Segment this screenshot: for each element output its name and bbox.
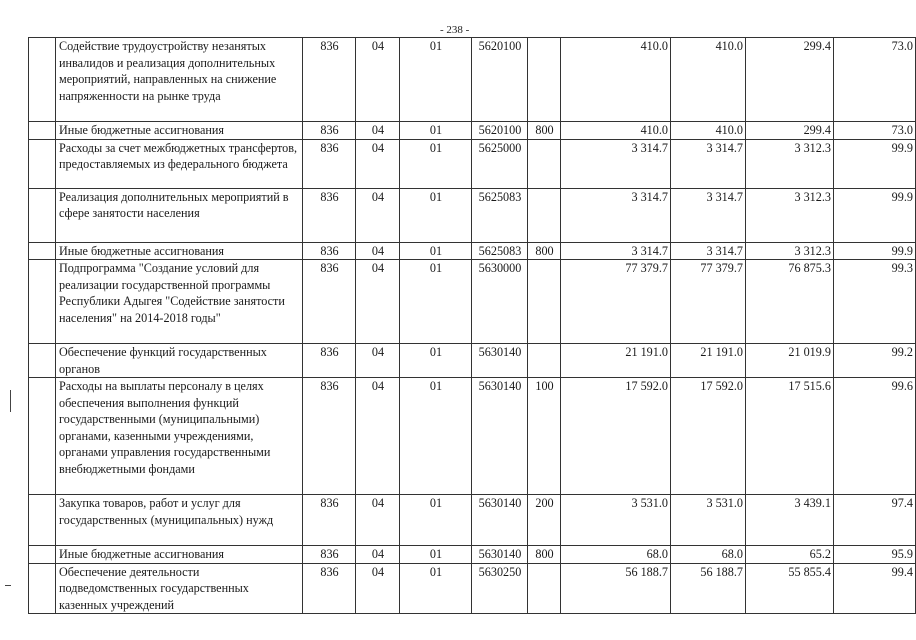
table-row	[29, 122, 916, 140]
value-3: 21 019.9	[746, 344, 834, 378]
dept-code: 836	[303, 242, 356, 260]
row-name: Обеспечение функций государственных органов	[56, 344, 303, 378]
value-1: 3 314.7	[561, 188, 671, 242]
value-1: 410.0	[561, 38, 671, 122]
subsection-code: 01	[400, 378, 472, 495]
value-3: 55 855.4	[746, 563, 834, 614]
percent: 99.9	[834, 242, 916, 260]
section-code: 04	[356, 242, 400, 260]
page-number: - 238 -	[440, 24, 470, 36]
dept-code: 836	[303, 495, 356, 546]
row-name: Содействие трудоустройству незанятых инвалидов и реализация дополнительных мероприятий, направленных на снижение напряженности на рынке труда	[56, 38, 303, 122]
value-1: 17 592.0	[561, 378, 671, 495]
row-name: Подпрограмма "Создание условий для реализации государственной программы Республики Адыгея "Содействие занятости населения" на 2014-2018 годы"	[56, 260, 303, 344]
row-name: Иные бюджетные ассигнования	[56, 242, 303, 260]
budget-table	[28, 37, 916, 614]
table-row	[29, 563, 916, 614]
subsection-code: 01	[400, 495, 472, 546]
table-row	[29, 38, 916, 122]
expense-type-code	[528, 260, 561, 344]
value-3: 3 312.3	[746, 139, 834, 188]
row-name: Иные бюджетные ассигнования	[56, 546, 303, 564]
blank-cell	[29, 188, 56, 242]
expense-type-code	[528, 188, 561, 242]
blank-cell	[29, 242, 56, 260]
subsection-code: 01	[400, 344, 472, 378]
row-name: Расходы на выплаты персоналу в целях обеспечения выполнения функций государственными (муниципальными) органами, казенными учреждениями, органами управления государственными внебюджетными фондами	[56, 378, 303, 495]
subsection-code: 01	[400, 122, 472, 140]
value-2: 56 188.7	[671, 563, 746, 614]
target-article-code: 5625083	[472, 188, 528, 242]
expense-type-code	[528, 139, 561, 188]
section-code: 04	[356, 122, 400, 140]
value-2: 21 191.0	[671, 344, 746, 378]
value-3: 76 875.3	[746, 260, 834, 344]
percent: 73.0	[834, 38, 916, 122]
dept-code: 836	[303, 563, 356, 614]
value-1: 3 314.7	[561, 242, 671, 260]
value-2: 3 314.7	[671, 139, 746, 188]
value-2: 410.0	[671, 38, 746, 122]
target-article-code: 5630000	[472, 260, 528, 344]
section-code: 04	[356, 563, 400, 614]
value-3: 3 312.3	[746, 242, 834, 260]
percent: 99.4	[834, 563, 916, 614]
target-article-code: 5625000	[472, 139, 528, 188]
margin-mark-bottom	[5, 585, 11, 586]
table-row	[29, 188, 916, 242]
value-2: 3 314.7	[671, 188, 746, 242]
section-code: 04	[356, 344, 400, 378]
value-2: 3 314.7	[671, 242, 746, 260]
dept-code: 836	[303, 188, 356, 242]
dept-code: 836	[303, 122, 356, 140]
target-article-code: 5630140	[472, 546, 528, 564]
value-2: 3 531.0	[671, 495, 746, 546]
table-row	[29, 260, 916, 344]
blank-cell	[29, 122, 56, 140]
target-article-code: 5630140	[472, 344, 528, 378]
value-2: 77 379.7	[671, 260, 746, 344]
blank-cell	[29, 495, 56, 546]
value-3: 17 515.6	[746, 378, 834, 495]
dept-code: 836	[303, 378, 356, 495]
margin-mark-top	[10, 390, 11, 412]
subsection-code: 01	[400, 38, 472, 122]
value-3: 299.4	[746, 38, 834, 122]
percent: 99.6	[834, 378, 916, 495]
subsection-code: 01	[400, 563, 472, 614]
blank-cell	[29, 344, 56, 378]
percent: 99.9	[834, 139, 916, 188]
percent: 95.9	[834, 546, 916, 564]
expense-type-code	[528, 344, 561, 378]
expense-type-code: 200	[528, 495, 561, 546]
row-name: Расходы за счет межбюджетных трансфертов, предоставляемых из федерального бюджета	[56, 139, 303, 188]
section-code: 04	[356, 139, 400, 188]
subsection-code: 01	[400, 260, 472, 344]
target-article-code: 5620100	[472, 38, 528, 122]
section-code: 04	[356, 378, 400, 495]
value-1: 56 188.7	[561, 563, 671, 614]
section-code: 04	[356, 188, 400, 242]
value-1: 21 191.0	[561, 344, 671, 378]
dept-code: 836	[303, 344, 356, 378]
table-row	[29, 242, 916, 260]
blank-cell	[29, 38, 56, 122]
subsection-code: 01	[400, 242, 472, 260]
target-article-code: 5630250	[472, 563, 528, 614]
blank-cell	[29, 139, 56, 188]
percent: 99.3	[834, 260, 916, 344]
section-code: 04	[356, 260, 400, 344]
percent: 97.4	[834, 495, 916, 546]
dept-code: 836	[303, 139, 356, 188]
subsection-code: 01	[400, 546, 472, 564]
row-name: Закупка товаров, работ и услуг для государственных (муниципальных) нужд	[56, 495, 303, 546]
value-1: 3 314.7	[561, 139, 671, 188]
blank-cell	[29, 260, 56, 344]
percent: 99.2	[834, 344, 916, 378]
row-name: Реализация дополнительных мероприятий в сфере занятости населения	[56, 188, 303, 242]
target-article-code: 5630140	[472, 495, 528, 546]
expense-type-code	[528, 38, 561, 122]
target-article-code: 5625083	[472, 242, 528, 260]
dept-code: 836	[303, 260, 356, 344]
expense-type-code: 100	[528, 378, 561, 495]
value-1: 77 379.7	[561, 260, 671, 344]
row-name: Иные бюджетные ассигнования	[56, 122, 303, 140]
expense-type-code	[528, 563, 561, 614]
subsection-code: 01	[400, 188, 472, 242]
value-1: 410.0	[561, 122, 671, 140]
table-row	[29, 344, 916, 378]
value-1: 68.0	[561, 546, 671, 564]
blank-cell	[29, 563, 56, 614]
dept-code: 836	[303, 38, 356, 122]
row-name: Обеспечение деятельности подведомственных государственных казенных учреждений	[56, 563, 303, 614]
subsection-code: 01	[400, 139, 472, 188]
section-code: 04	[356, 38, 400, 122]
percent: 99.9	[834, 188, 916, 242]
value-3: 3 312.3	[746, 188, 834, 242]
value-2: 17 592.0	[671, 378, 746, 495]
target-article-code: 5630140	[472, 378, 528, 495]
expense-type-code: 800	[528, 546, 561, 564]
section-code: 04	[356, 495, 400, 546]
value-3: 3 439.1	[746, 495, 834, 546]
table-row	[29, 546, 916, 564]
table-row	[29, 139, 916, 188]
section-code: 04	[356, 546, 400, 564]
table-row	[29, 495, 916, 546]
value-3: 65.2	[746, 546, 834, 564]
blank-cell	[29, 378, 56, 495]
expense-type-code: 800	[528, 122, 561, 140]
value-2: 410.0	[671, 122, 746, 140]
expense-type-code: 800	[528, 242, 561, 260]
value-3: 299.4	[746, 122, 834, 140]
dept-code: 836	[303, 546, 356, 564]
target-article-code: 5620100	[472, 122, 528, 140]
percent: 73.0	[834, 122, 916, 140]
blank-cell	[29, 546, 56, 564]
value-1: 3 531.0	[561, 495, 671, 546]
table-row	[29, 378, 916, 495]
value-2: 68.0	[671, 546, 746, 564]
